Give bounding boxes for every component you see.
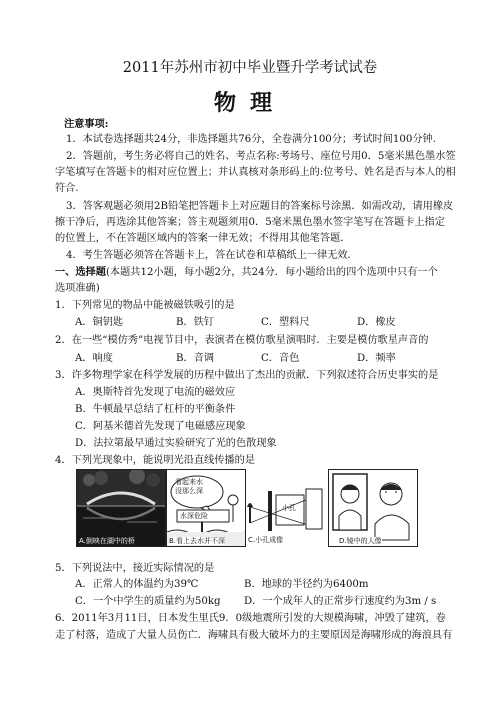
subject-title: 物理 — [213, 90, 286, 116]
question-3-stem: 3．许多物理学家在科学发展的历程中做出了杰出的贡献．下列叙述符合历史事实的是 — [55, 370, 439, 381]
warning-sign-text: 水深危险 — [180, 512, 208, 520]
mirror-image-illustration — [329, 470, 417, 546]
caption-d: D.镜中的人像 — [339, 537, 382, 545]
section-label: 一、选择题 — [55, 266, 106, 278]
notice-line: 1．本试卷选择题共24分，非选择题共76分，全卷满分100分；考试时间100分钟. — [66, 134, 436, 145]
q1-option-b: B．铁钉 — [176, 317, 215, 328]
figure-panel-c — [246, 469, 326, 545]
q2-option-c: C．音色 — [261, 353, 300, 364]
notice-line: 4．考生答题必须答在答题卡上，答在试卷和草稿纸上一律无效． — [66, 250, 358, 261]
notice-line: 符合. — [55, 183, 79, 194]
question-6-line: 走了村落，造成了大量人员伤亡．海啸具有极大破坏力的主要原因是海啸形成的海浪具有 — [55, 630, 453, 641]
section-instructions: (本题共12小题，每小题2分，共24分．每小题给出的四个选项中只有一个 — [105, 267, 438, 278]
q1-option-c: C．塑料尺 — [261, 317, 310, 328]
q3-option-c: C．阿基米德首先发现了电磁感应现象 — [75, 421, 246, 432]
q2-option-a: A．响度 — [75, 353, 113, 364]
caption-c: C.小孔成像 — [248, 536, 284, 544]
q5-option-c: C．一个中学生的质量约为50kg — [75, 596, 221, 607]
q1-option-d: D．橡皮 — [357, 317, 396, 328]
notice-line: 3．答客观题必须用2B铅笔把答题卡上对应题目的答案标号涂黑．如需改动，请用橡皮 — [66, 201, 454, 212]
bridge-reflection-illustration — [77, 470, 165, 546]
figure-panel-a — [76, 469, 166, 547]
caption-b: B.看上去水并不深 — [169, 537, 226, 545]
question-4-stem: 4．下列光现象中，能说明光沿直线传播的是 — [55, 455, 256, 466]
notice-line: 擦干净后，再选涂其他答案；答主观题须用0．5毫米黑色墨水签字笔写在答题卡上指定 — [55, 217, 445, 228]
figure-panel-d — [328, 469, 418, 547]
q3-option-a: A．奥斯特首先发现了电流的磁效应 — [75, 387, 236, 398]
caption-a: A.倒映在湖中的桥 — [79, 537, 135, 545]
exam-title: 2011年苏州市初中毕业暨升学考试试卷 — [122, 60, 378, 76]
section-instructions-cont: 选项准确) — [55, 283, 100, 294]
q5-option-d: D．一个成年人的正常步行速度约为3m / s — [244, 596, 437, 607]
notice-line: 的位置上，不在答题区域内的答案一律无效；不得用其他笔答题． — [55, 233, 351, 244]
notice-line: 2．答题前，考生务必将自己的姓名、考点名称:考场号、座位号用0．5毫米黑色墨水签 — [66, 151, 456, 162]
question-2-stem: 2．在一些“模仿秀”电视节目中，表演者在模仿歌星演唱时．主要是模仿歌星声音的 — [55, 335, 429, 346]
speech-bubble-line: 没那么深 — [175, 487, 203, 495]
q5-option-b: B．地球的半径约为6400m — [244, 579, 369, 590]
q1-option-a: A．铜钥匙 — [75, 317, 124, 328]
q5-option-a: A．正常人的体温约为39℃ — [75, 579, 199, 590]
section-heading — [55, 266, 438, 279]
screen-label: 小孔 — [282, 504, 296, 512]
q2-option-d: D．频率 — [357, 353, 396, 364]
q4-figure — [76, 469, 416, 547]
question-1-stem: 1．下列常见的物品中能被磁铁吸引的是 — [55, 300, 235, 311]
q3-option-b: B．牛顿最早总结了杠杆的平衡条件 — [75, 404, 236, 415]
speech-bubble-line: 看起来水 — [175, 478, 203, 486]
question-6-line: 6．2011年3月11日，日本发生里氏9．0级地震所引发的大规模海啸，冲毁了建筑，卷 — [55, 613, 446, 624]
q2-option-b: B．音调 — [176, 353, 215, 364]
q3-option-d: D．法拉第最早通过实验研究了光的色散现象 — [75, 438, 277, 449]
notice-heading: 注意事项: — [64, 118, 109, 130]
notice-line: 字笔填写在答题卡的相对应位置上；并认真核对条形码上的:位考号、姓名是否与本人的相 — [55, 167, 456, 178]
question-5-stem: 5．下列说法中，接近实际情况的是 — [55, 563, 215, 574]
figure-panel-b — [166, 469, 246, 547]
